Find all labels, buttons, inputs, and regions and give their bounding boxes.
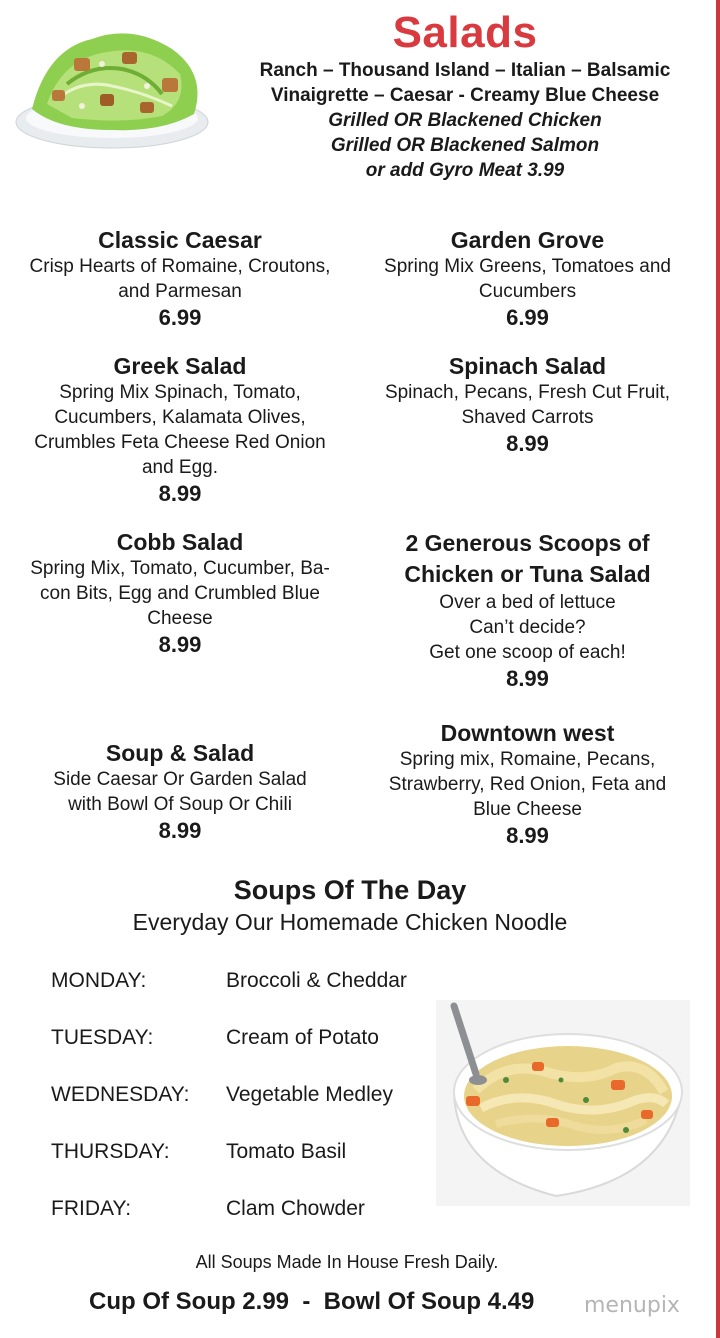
item-name: Downtown west <box>440 720 615 746</box>
chicken-noodle-soup-image <box>436 1000 690 1206</box>
item-desc: Spring Mix Spinach, Tomato, <box>59 382 301 403</box>
red-edge-stripe <box>716 0 720 1338</box>
soups-subtitle: Everyday Our Homemade Chicken Noodle <box>132 909 568 935</box>
day-label-monday: MONDAY: <box>51 969 147 992</box>
item-name: Classic Caesar <box>98 227 262 253</box>
addon-gyro: or add Gyro Meat 3.99 <box>365 160 565 181</box>
item-name: Cobb Salad <box>116 529 244 555</box>
item-name: Spinach Salad <box>448 353 607 379</box>
soup-tuesday: Cream of Potato <box>226 1026 379 1049</box>
soups-note: All Soups Made In House Fresh Daily. <box>195 1252 499 1272</box>
menu-item-cobb-salad <box>5 528 355 659</box>
dressings-list <box>220 58 710 183</box>
day-label-friday: FRIDAY: <box>51 1197 132 1220</box>
caesar-salad-image <box>12 14 212 156</box>
day-label-tuesday: TUESDAY: <box>51 1026 154 1049</box>
addon-chicken: Grilled OR Blackened Chicken <box>328 110 602 131</box>
item-desc: and Egg. <box>141 457 219 478</box>
item-desc: Spring Mix Greens, Tomatoes and <box>384 256 671 277</box>
addon-salmon: Grilled OR Blackened Salmon <box>330 135 600 156</box>
soups-title: Soups Of The Day <box>233 875 467 905</box>
item-name: Chicken or Tuna Salad <box>404 561 651 587</box>
item-desc: Can’t decide? <box>469 617 586 638</box>
dressings-line-1: Ranch – Thousand Island – Italian – Balsamic <box>259 60 671 81</box>
item-desc: Cucumbers, Kalamata Olives, <box>54 407 306 428</box>
menu-item-classic-caesar <box>5 226 355 332</box>
item-desc: and Parmesan <box>118 281 242 302</box>
day-label-wednesday: WEDNESDAY: <box>51 1083 190 1106</box>
menu-item-downtown-west <box>360 719 695 850</box>
item-desc: Crumbles Feta Cheese Red Onion <box>34 432 326 453</box>
menu-item-garden-grove <box>360 226 695 332</box>
menu-item-spinach-salad <box>360 352 695 458</box>
menu-item-greek-salad <box>5 352 355 508</box>
item-desc: Cucumbers <box>478 281 577 302</box>
day-label-thursday: THURSDAY: <box>51 1140 170 1163</box>
menu-item-soup-and-salad <box>5 739 355 845</box>
item-desc: Over a bed of lettuce <box>439 592 616 613</box>
item-name: Garden Grove <box>450 227 605 253</box>
watermark: menupix <box>584 1293 680 1318</box>
soup-monday: Broccoli & Cheddar <box>226 969 407 992</box>
item-price: 8.99 <box>158 481 202 506</box>
item-desc: Blue Cheese <box>473 799 582 820</box>
item-desc: Spring Mix, Tomato, Cucumber, Ba- <box>30 558 330 579</box>
item-desc: Spring mix, Romaine, Pecans, <box>399 749 656 770</box>
soup-prices: Cup Of Soup 2.99 - Bowl Of Soup 4.49 <box>89 1288 535 1315</box>
item-name: Greek Salad <box>113 353 247 379</box>
soup-thursday: Tomato Basil <box>226 1140 347 1163</box>
item-desc: Crisp Hearts of Romaine, Croutons, <box>29 256 331 277</box>
item-price: 8.99 <box>506 431 549 456</box>
item-price: 6.99 <box>158 305 202 330</box>
page-title: Salads <box>392 8 538 57</box>
item-desc: Strawberry, Red Onion, Feta and <box>388 774 667 795</box>
item-price: 8.99 <box>158 818 202 843</box>
item-desc: Side Caesar Or Garden Salad <box>53 769 307 790</box>
item-price: 8.99 <box>506 666 549 691</box>
item-desc: Get one scoop of each! <box>429 642 626 663</box>
item-price: 6.99 <box>506 305 549 330</box>
item-desc: Shaved Carrots <box>461 407 594 428</box>
soup-friday: Clam Chowder <box>226 1197 365 1220</box>
soup-wednesday: Vegetable Medley <box>226 1083 393 1106</box>
item-name: Soup & Salad <box>105 740 255 766</box>
item-name: 2 Generous Scoops of <box>405 530 650 556</box>
item-price: 8.99 <box>158 632 202 657</box>
item-desc: with Bowl Of Soup Or Chili <box>68 794 292 815</box>
item-price: 8.99 <box>506 823 549 848</box>
dressings-line-2: Vinaigrette – Caesar - Creamy Blue Cheese <box>270 85 660 106</box>
item-desc: Cheese <box>147 608 213 629</box>
item-desc: con Bits, Egg and Crumbled Blue <box>40 583 320 604</box>
menu-item-chicken-tuna-scoops <box>360 528 695 693</box>
item-desc: Spinach, Pecans, Fresh Cut Fruit, <box>384 382 671 403</box>
